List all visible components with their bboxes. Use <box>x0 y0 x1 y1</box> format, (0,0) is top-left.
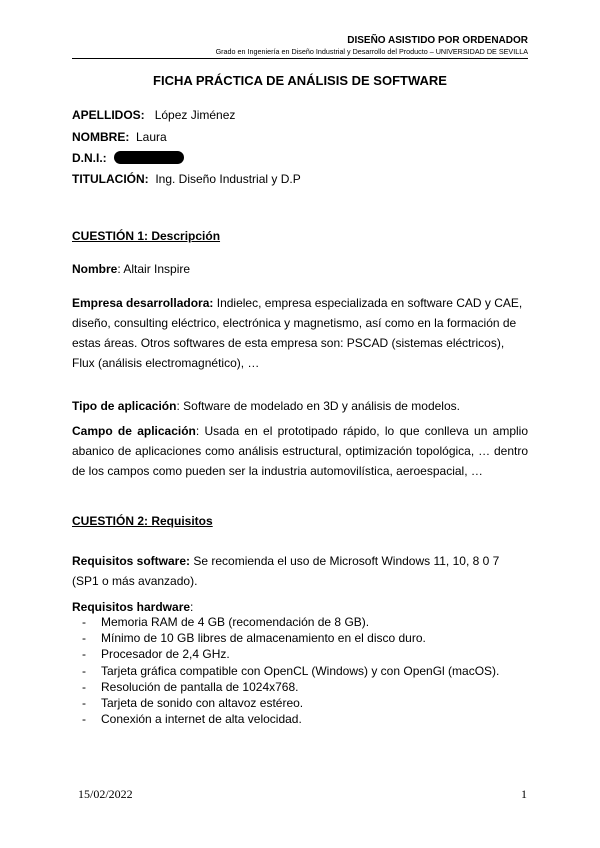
dni-redaction <box>114 151 184 164</box>
q1-name-label: Nombre <box>72 262 118 276</box>
list-bullet: - <box>82 712 86 727</box>
degree-field <box>72 172 301 186</box>
q1-field-paragraph <box>72 421 528 481</box>
q1-type-label: Tipo de aplicación <box>72 399 177 413</box>
document-title: FICHA PRÁCTICA DE ANÁLISIS DE SOFTWARE <box>153 73 447 88</box>
header-degree-subtitle: Grado en Ingeniería en Diseño Industrial y Desarrollo del Producto – UNIVERSIDAD DE SEVILLA <box>215 47 528 56</box>
q2-hardware-paragraph <box>72 599 528 615</box>
q1-company-text: Indielec, empresa especializada en software CAD y CAE, diseño, consulting eléctrico, electrónica y magnetismo, así como en la formación de estas áreas. Otros softwares de esta empresa son: PSCAD (sistemas eléctricos), Flux (análisis electromagnético), … <box>72 296 523 370</box>
name-field <box>72 130 167 144</box>
dni-label: D.N.I.: <box>72 151 107 165</box>
list-bullet: - <box>82 663 86 678</box>
q2-software-text: Se recomienda el uso de Microsoft Windows 11, 10, 8 0 7 (SP1 o más avanzado). <box>72 554 500 588</box>
list-item-text: Tarjeta gráfica compatible con OpenCL (Windows) y con OpenGl (macOS). <box>101 663 500 678</box>
list-item <box>72 646 499 662</box>
list-item-text: Resolución de pantalla de 1024x768. <box>101 679 299 694</box>
surnames-value: López Jiménez <box>154 108 236 122</box>
list-bullet: - <box>82 647 86 662</box>
q2-hardware-colon: : <box>190 600 194 614</box>
page-number: 1 <box>521 787 527 801</box>
list-item <box>72 630 499 646</box>
list-item <box>72 679 499 695</box>
q1-company-paragraph <box>72 293 528 373</box>
name-label: NOMBRE: <box>72 130 130 144</box>
dni-field <box>72 151 184 165</box>
footer-date: 15/02/2022 <box>78 787 133 801</box>
q1-field-text: : Usada en el prototipado rápido, lo que conlleva un amplio abanico de aplicaciones como análisis estructural, optimización topológica, … dentro de los campos como pueden ser la industria automovilística, aeroespacial, … <box>72 424 529 478</box>
q1-type-text: : Software de modelado en 3D y análisis de modelos. <box>176 399 460 413</box>
q1-heading: CUESTIÓN 1: Descripción <box>72 229 221 243</box>
list-bullet: - <box>82 631 86 646</box>
list-bullet: - <box>82 679 86 694</box>
q2-heading: CUESTIÓN 2: Requisitos <box>72 514 213 528</box>
list-item-text: Memoria RAM de 4 GB (recomendación de 8 GB). <box>101 615 370 629</box>
list-item-text: Conexión a internet de alta velocidad. <box>101 712 302 727</box>
q1-type-paragraph <box>72 396 528 416</box>
degree-label: TITULACIÓN: <box>72 172 149 186</box>
header-divider <box>72 58 528 59</box>
list-item-text: Tarjeta de sonido con altavoz estéreo. <box>101 696 304 711</box>
hardware-requirements-list <box>72 614 499 727</box>
name-value: Laura <box>136 130 167 144</box>
header-course-title: DISEÑO ASISTIDO POR ORDENADOR <box>347 35 528 46</box>
list-item-text: Procesador de 2,4 GHz. <box>101 647 230 662</box>
surnames-field <box>72 108 235 122</box>
degree-value: Ing. Diseño Industrial y D.P <box>155 172 301 186</box>
list-item <box>72 663 499 679</box>
q2-software-label: Requisitos software: <box>72 554 191 568</box>
list-bullet: - <box>82 696 86 711</box>
list-item <box>72 614 499 630</box>
list-item <box>72 711 499 727</box>
list-item <box>72 695 499 711</box>
list-item-text: Mínimo de 10 GB libres de almacenamiento en el disco duro. <box>101 631 426 646</box>
q1-name-paragraph <box>72 259 528 279</box>
q1-company-label: Empresa desarrolladora: <box>72 296 214 310</box>
q1-name-value: : Altair Inspire <box>117 262 191 276</box>
surnames-label: APELLIDOS: <box>72 108 145 122</box>
q2-software-paragraph <box>72 551 528 591</box>
q2-hardware-label: Requisitos hardware <box>72 600 191 614</box>
q1-field-label: Campo de aplicación <box>72 424 196 438</box>
list-bullet: - <box>82 615 86 629</box>
